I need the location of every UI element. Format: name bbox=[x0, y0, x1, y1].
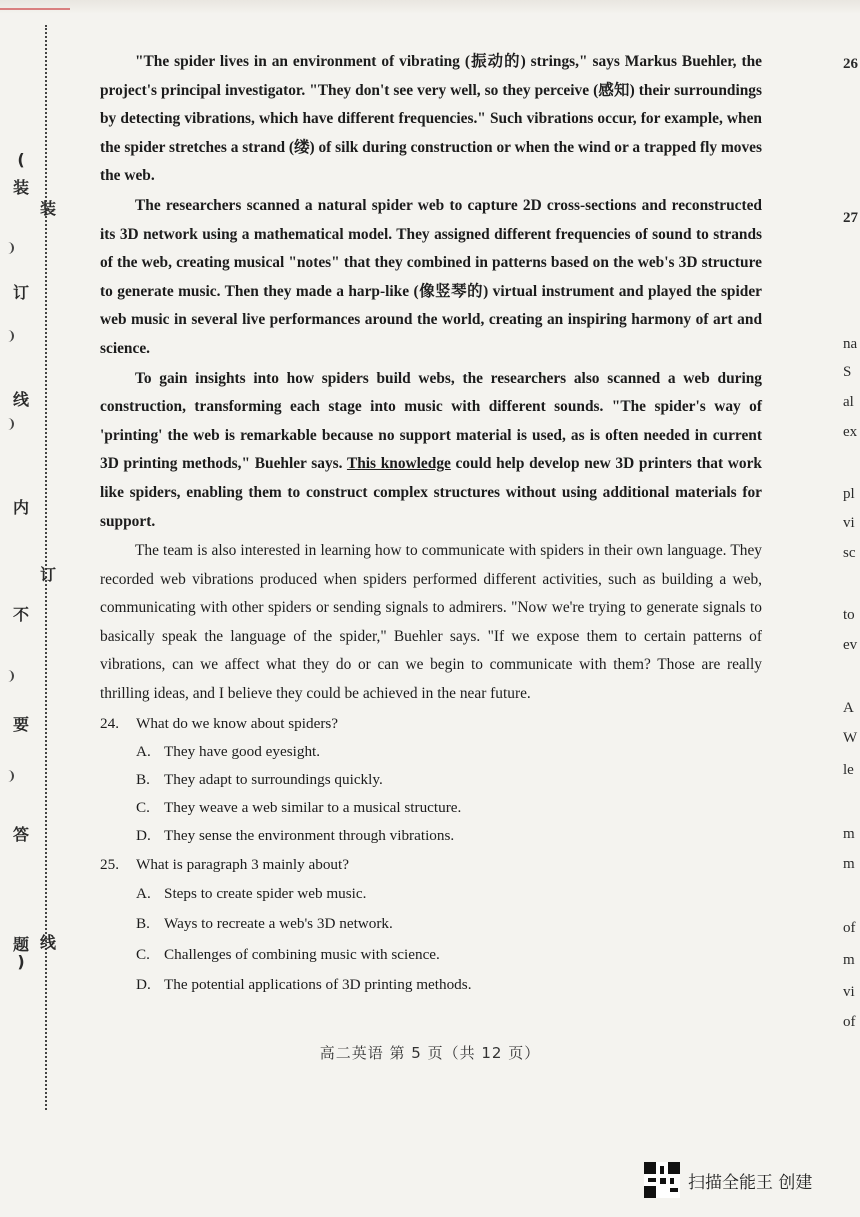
next-page-fragment: m bbox=[843, 826, 855, 842]
next-page-fragment: vi bbox=[843, 515, 855, 531]
option-b[interactable]: B. They adapt to surroundings quickly. bbox=[136, 770, 383, 788]
binding-hole-icon bbox=[4, 242, 14, 254]
next-page-fragment: al bbox=[843, 394, 854, 410]
next-page-fragment: pl bbox=[843, 486, 855, 502]
binding-hole-icon bbox=[4, 670, 14, 682]
paragraph-3-text: To gain insights into how spiders build webs, the researchers also scanned a web during construction, transforming each stage into music with different sounds. "The spider's way of 'printing' the web is remarkable because no support material is used, as is often needed in current 3D printing methods," Buehler says. bbox=[100, 369, 762, 473]
option-d[interactable]: D. The potential applications of 3D printing methods. bbox=[136, 976, 472, 994]
next-page-fragment: m bbox=[843, 856, 855, 872]
binding-char: 不 bbox=[12, 605, 29, 624]
next-page-fragment: 26 bbox=[843, 56, 858, 72]
next-page-fragment: of bbox=[843, 1014, 856, 1030]
option-a[interactable]: A. Steps to create spider web music. bbox=[136, 884, 367, 902]
underlined-phrase: This knowledge bbox=[346, 455, 451, 473]
passage-paragraph-1: "The spider lives in an environment of vibrating (振动的) strings," says Markus Buehler, the project's principal investigator. "They don't see very well, so they perceive (感知) their surroundings by detecting vibrations, which have different frequencies." Such vibrations occur, for example, when the spider stretches a strand (缕) of silk during construction or when the wind or a trapped fly moves the web. bbox=[100, 53, 762, 185]
binding-line-char: 线 bbox=[40, 933, 57, 952]
next-page-fragment: to bbox=[843, 607, 855, 623]
next-page-fragment: na bbox=[843, 336, 858, 352]
next-page-fragment: ex bbox=[843, 424, 858, 440]
question-stem bbox=[100, 710, 762, 738]
binding-line-char: 订 bbox=[40, 565, 57, 584]
exam-page bbox=[100, 48, 762, 1001]
question-25 bbox=[100, 851, 762, 1001]
question-text: What do we know about spiders? bbox=[136, 714, 339, 732]
paragraph-3-text: could help develop new 3D printers that work like spiders, enabling them to construct complex structures without using additional materials for support. bbox=[100, 455, 762, 530]
question-stem bbox=[100, 851, 762, 879]
option-c[interactable]: C. Challenges of combining music with science. bbox=[136, 945, 440, 963]
binding-char: 线 bbox=[12, 390, 29, 409]
next-page-fragment: W bbox=[843, 730, 858, 746]
next-page-fragment: S bbox=[843, 364, 852, 380]
question-text: What is paragraph 3 mainly about? bbox=[136, 855, 349, 873]
binding-char: ( bbox=[17, 150, 25, 169]
option-c[interactable]: C. They weave a web similar to a musical structure. bbox=[136, 798, 462, 816]
passage-paragraph-3 bbox=[100, 365, 762, 537]
passage-paragraph-4: The team is also interested in learning how to communicate with spiders in their own language. They recorded web vibrations produced when spiders performed different activities, such as building a web, communicating with other spiders or sending signals to admirers. "Now we're trying to generate signals to basically speak the language of the spider," Buehler says. "If we expose them to certain patterns of vibrations, can we affect what they do or can we begin to communicate with them? Those are really thrilling ideas, and I believe they could be achieved in the near future. bbox=[100, 542, 762, 703]
binding-char: 装 bbox=[12, 178, 29, 197]
next-page-fragment: 27 bbox=[843, 210, 858, 226]
page-footer: 高二英语 第 5 页（共 12 页） bbox=[319, 1044, 541, 1062]
next-page-fragment: ev bbox=[843, 637, 858, 653]
binding-line-char: 装 bbox=[40, 199, 57, 218]
question-24 bbox=[100, 710, 762, 850]
binding-char: 答 bbox=[12, 825, 29, 844]
scan-top-edge bbox=[0, 0, 860, 14]
option-b[interactable]: B. Ways to recreate a web's 3D network. bbox=[136, 915, 393, 933]
scanner-label: 扫描全能王 创建 bbox=[688, 1172, 813, 1193]
qr-code-icon bbox=[644, 1162, 680, 1198]
binding-char: 订 bbox=[12, 283, 29, 302]
next-page-fragment: sc bbox=[843, 545, 856, 561]
binding-char: 内 bbox=[12, 498, 29, 517]
next-page-edge bbox=[843, 0, 860, 1217]
binding-hole-icon bbox=[4, 330, 14, 342]
question-number: 25. bbox=[100, 855, 119, 873]
binding-char: 题 bbox=[12, 935, 29, 954]
option-a[interactable]: A. They have good eyesight. bbox=[136, 742, 321, 760]
next-page-fragment: A bbox=[843, 700, 854, 716]
binding-char: ) bbox=[17, 952, 25, 971]
binding-hole-icon bbox=[4, 770, 14, 782]
binding-char: 要 bbox=[12, 715, 29, 734]
next-page-fragment: of bbox=[843, 920, 856, 936]
passage-paragraph-2: The researchers scanned a natural spider web to capture 2D cross-sections and reconstructed its 3D network using a mathematical model. They assigned different frequencies of sound to strands of the web, creating musical "notes" that they combined in patterns based on the web's 3D structure to generate music. Then they made a harp-like (像竖琴的) virtual instrument and played the spider web music in several live performances around the world, creating an inspiring harmony of art and science. bbox=[100, 196, 762, 357]
option-d[interactable]: D. They sense the environment through vibrations. bbox=[136, 826, 455, 844]
question-number: 24. bbox=[100, 714, 119, 732]
next-page-fragment: vi bbox=[843, 984, 855, 1000]
next-page-fragment: le bbox=[843, 762, 854, 778]
next-page-fragment: m bbox=[843, 952, 855, 968]
scanner-watermark bbox=[644, 1162, 812, 1198]
binding-hole-icon bbox=[4, 418, 14, 430]
